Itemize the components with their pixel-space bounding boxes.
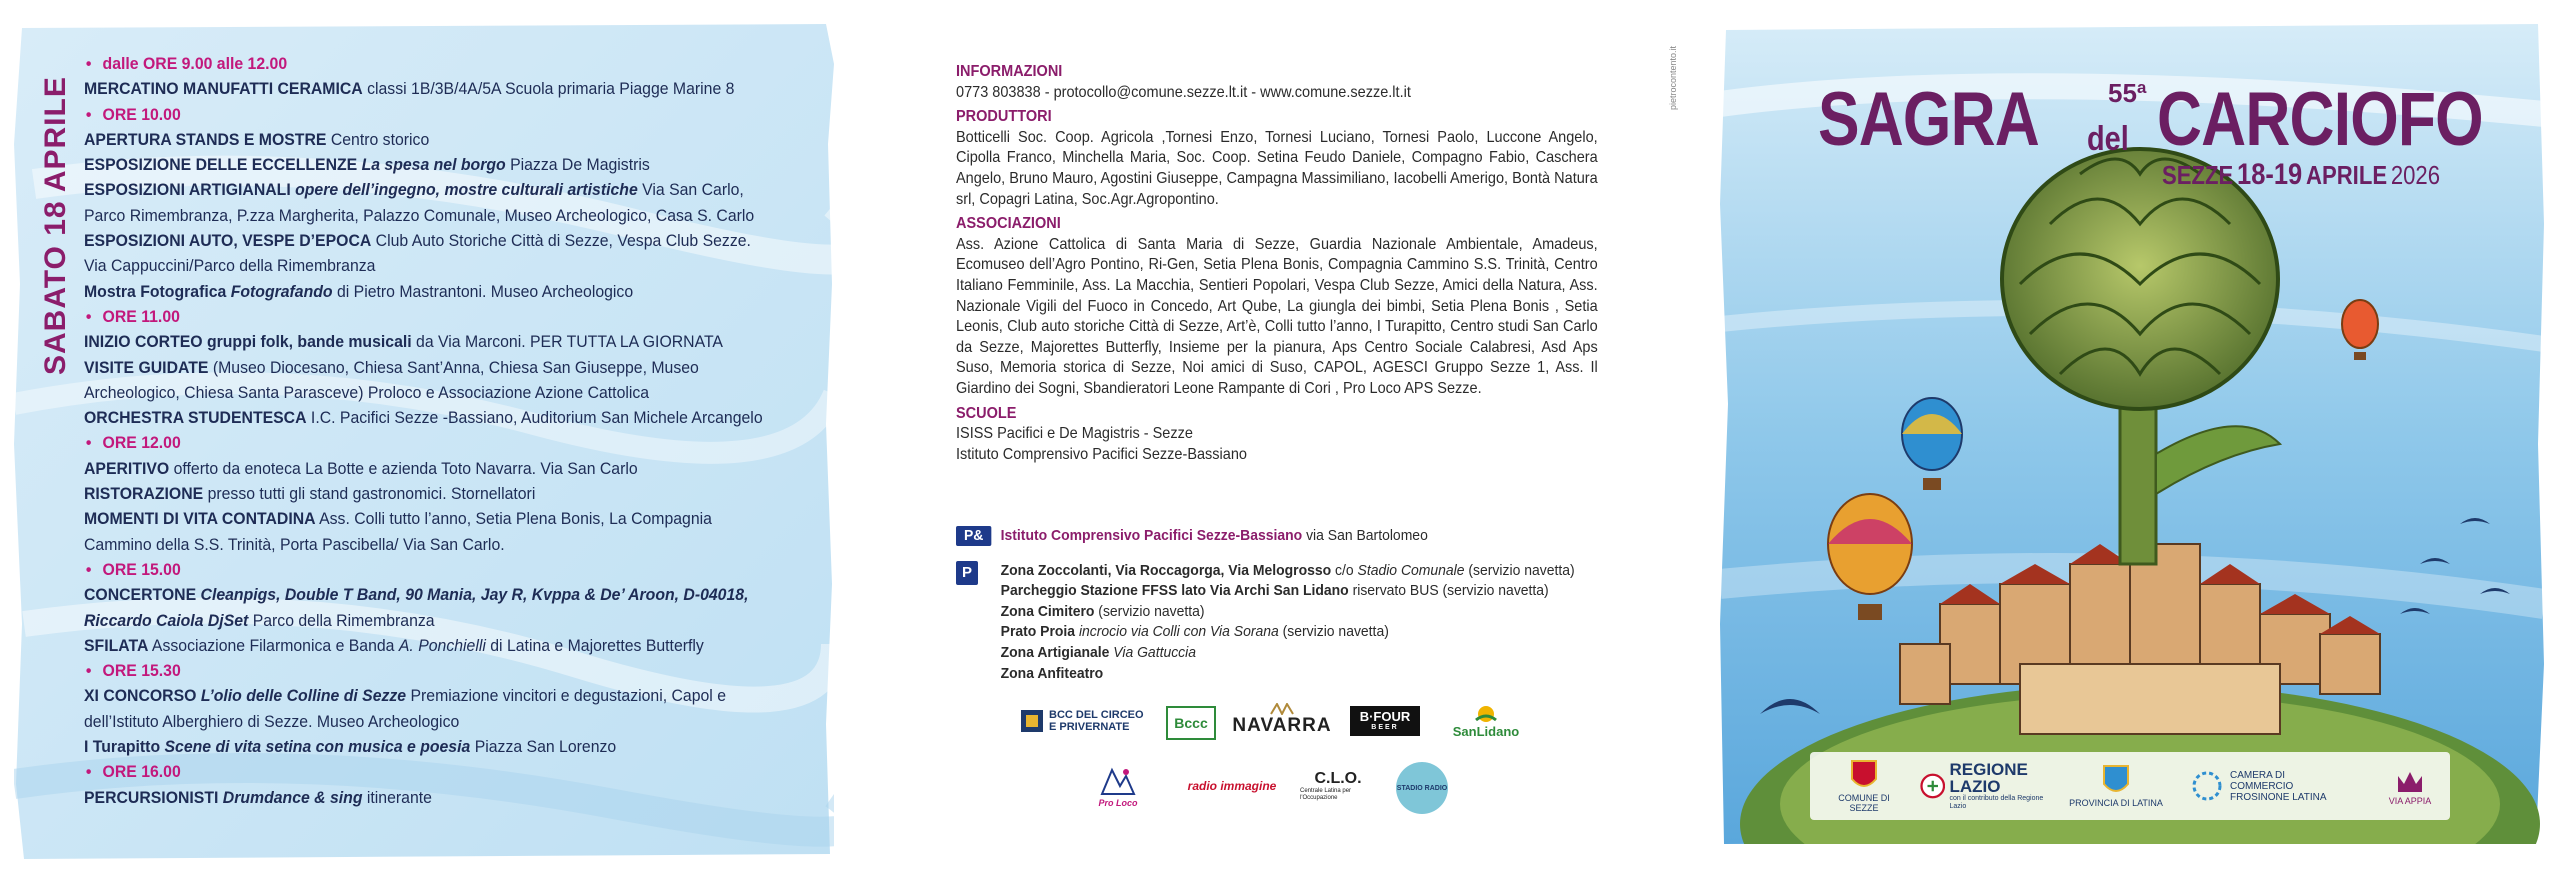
bfour-logo: B·FOUR BEER <box>1350 706 1420 736</box>
bullet-icon: • <box>85 54 92 73</box>
time-label: ORE 15.00 <box>102 559 181 579</box>
program-line <box>84 456 783 481</box>
text-run: (servizio navetta) <box>1278 623 1389 641</box>
program-line <box>84 683 783 708</box>
text-run: Zona Zoccolanti, Via Roccagorga, Via Melogrosso <box>1000 561 1332 579</box>
text-run: XI CONCORSO <box>84 686 201 706</box>
program-line <box>84 127 783 152</box>
section-title-produttori: PRODUTTORI <box>956 108 1052 126</box>
scuola-2: Istituto Comprensivo Pacifici Sezze-Bassiano <box>956 445 1247 463</box>
program-line <box>84 481 783 506</box>
program-line <box>84 203 783 228</box>
text-run: classi 1B/3B/4A/5A Scuola primaria Piagge Marine 8 <box>362 79 735 99</box>
text-run: Club Auto Storiche Città di Sezze, Vespa Club Sezze. <box>371 231 751 251</box>
program-list <box>84 51 783 810</box>
event-days: 18-19 <box>2237 158 2303 191</box>
disabled-parking-icon: P& <box>956 526 991 546</box>
program-line <box>84 405 783 430</box>
time-slot <box>84 658 783 683</box>
text-run: presso tutti gli stand gastronomici. Stornellatori <box>203 484 536 504</box>
text-run: Riccardo Caiola DjSet <box>84 610 249 630</box>
text-run: VISITE GUIDATE <box>84 357 209 377</box>
camera-commercio-logo: CAMERA DI COMMERCIO FROSINONE LATINA <box>2180 752 2360 820</box>
program-line <box>84 76 783 101</box>
text-run: Centro storico <box>326 129 430 149</box>
text-run: Parcheggio Stazione FFSS lato Via Archi San Lidano <box>1000 582 1349 600</box>
text-run: ORCHESTRA STUDENTESCA <box>84 408 307 428</box>
section-title-scuole: SCUOLE <box>956 404 1017 422</box>
disabled-parking-street: via San Bartolomeo <box>1302 527 1428 544</box>
time-label: ORE 16.00 <box>102 762 181 782</box>
time-label: ORE 12.00 <box>102 433 181 453</box>
parking-icon: P <box>956 561 978 585</box>
text-run: Stadio Comunale <box>1357 561 1465 579</box>
bullet-icon: • <box>85 104 92 124</box>
text-run: Cleanpigs, Double T Band, 90 Mania, Jay R, Kvppa & De’ Aroon, D-04018, <box>200 585 749 605</box>
text-run: opere dell’ingegno, mostre culturali artistiche <box>295 180 638 200</box>
text-run: Piazza San Lorenzo <box>470 737 617 757</box>
disabled-parking-row <box>956 526 1551 547</box>
bcc-mark-icon <box>1020 709 1044 733</box>
proloco-mark-icon <box>1098 764 1138 798</box>
regione-logo: REGIONE LAZIO con il contributo della Regione Lazio <box>1920 752 2050 820</box>
sponsor-logos <box>950 700 1610 830</box>
text-run: CONCERTONE <box>84 585 201 605</box>
time-label: ORE 10.00 <box>102 104 181 124</box>
time-label: ORE 11.00 <box>102 306 180 326</box>
text-run: I.C. Pacifici Sezze -Bassiano, Auditorium San Michele Arcangelo <box>306 408 763 428</box>
bullet-icon: • <box>85 433 92 453</box>
program-line <box>84 253 783 278</box>
title-carciofo: CARCIOFO <box>2157 77 2483 162</box>
info-panel <box>950 0 1610 869</box>
text-run: Fotografando <box>230 281 333 301</box>
text-run: PERCURSIONISTI <box>84 787 223 807</box>
disabled-parking-name: Istituto Comprensivo Pacifici Sezze-Bassiano <box>1000 527 1303 544</box>
program-line <box>84 279 783 304</box>
camera-commercio-icon <box>2190 769 2224 803</box>
bullet-icon: • <box>85 559 92 579</box>
parking-row <box>956 622 1551 643</box>
text-run: (Museo Diocesano, Chiesa Sant’Anna, Chiesa San Giuseppe, Museo <box>208 357 699 377</box>
text-run: APERITIVO <box>84 458 170 478</box>
program-line <box>84 633 783 658</box>
text-run: La spesa nel borgo <box>361 155 506 175</box>
text-run: (servizio navetta) <box>1464 561 1575 579</box>
town-name: SEZZE <box>2162 160 2234 190</box>
parking-section <box>956 526 1596 684</box>
event-year: 2026 <box>2390 160 2441 190</box>
program-line <box>84 582 783 607</box>
cover-panel <box>1720 0 2544 869</box>
time-slot <box>84 430 783 455</box>
text-run: Zona Cimitero <box>1000 602 1095 620</box>
text-run: incrocio via Colli con Via Sorana <box>1078 623 1279 641</box>
parking-row <box>956 602 1551 623</box>
text-run: Zona Anfiteatro <box>1000 664 1104 682</box>
text-run: Ass. Colli tutto l’anno, Setia Plena Bonis, La Compagnia <box>315 509 712 529</box>
program-line <box>84 228 783 253</box>
time-slot <box>84 557 783 582</box>
bullet-icon: • <box>85 306 92 326</box>
text-run: Piazza De Magistris <box>505 155 650 175</box>
produttori-list: Botticelli Soc. Coop. Agricola ,Tornesi Enzo, Tornesi Luciano, Tornesi Paolo, Luccone Angelo, Cipolla Franco, Minchella Maria, Soc. Coop. Setina Feudo Daniele, Compagno Fabio, Caschera Angelo, Bruno Mauro, Agostini Giuseppe, Campagna Massimiliano, Iacobelli Amerigo, Bontà Natura srl, Copagri Latina, Soc.Agr.Agropontino. <box>956 128 1598 208</box>
time-slot <box>84 304 783 329</box>
text-run: A. Ponchielli <box>398 635 486 655</box>
parking-row <box>956 664 1551 685</box>
sanlidano-logo: SanLidano <box>1438 700 1534 742</box>
program-line <box>84 608 783 633</box>
time-label: ORE 15.30 <box>102 661 181 681</box>
text-run: Cammino della S.S. Trinità, Porta Pascibella/ Via San Carlo. <box>84 534 505 554</box>
bullet-icon: • <box>85 762 92 782</box>
text-run: SFILATA <box>84 635 149 655</box>
text-run: Via Gattuccia <box>1113 643 1197 661</box>
text-run: ESPOSIZIONE DELLE ECCELLENZE <box>84 155 362 175</box>
text-run: Parco della Rimembranza <box>248 610 435 630</box>
section-title-informazioni: INFORMAZIONI <box>956 63 1063 80</box>
text-run: Zona Artigianale <box>1000 643 1110 661</box>
day-title <box>36 75 76 375</box>
bullet-icon: • <box>85 661 92 681</box>
text-run: INIZIO CORTEO gruppi folk, bande musicali <box>84 332 412 352</box>
text-run: Prato Proia <box>1000 623 1076 641</box>
regione-crest-icon <box>1920 769 1945 803</box>
text-run: I Turapitto <box>84 737 165 757</box>
event-month: APRILE <box>2306 160 2388 190</box>
text-run: L’olio delle Colline di Sezze <box>200 686 407 706</box>
institutions-bar <box>1810 752 2450 820</box>
comune-crest-icon <box>1850 759 1878 793</box>
program-line <box>84 380 783 405</box>
text-run: Drumdance & sing <box>222 787 363 807</box>
section-title-associazioni: ASSOCIAZIONI <box>956 215 1061 233</box>
program-panel <box>0 0 850 869</box>
parking-row <box>956 643 1551 664</box>
text-run: dell’Istituto Alberghiero di Sezze. Museo Archeologico <box>84 711 460 731</box>
bcc-logo: BCC DEL CIRCEO E PRIVERNATE <box>1020 704 1160 738</box>
time-slot <box>84 759 783 784</box>
designer-credit: pietrocontento.it <box>1668 45 1678 110</box>
stadio-radio-logo: STADIO RADIO <box>1396 762 1448 814</box>
text-run: Premiazione vincitori e degustazioni, Capol e <box>406 686 726 706</box>
text-run: ESPOSIZIONI ARTIGIANALI <box>84 180 296 200</box>
program-line <box>84 152 783 177</box>
provincia-logo: PROVINCIA DI LATINA <box>2066 752 2166 820</box>
text-run: Mostra Fotografica <box>84 281 231 301</box>
text-run: MOMENTI DI VITA CONTADINA <box>84 509 316 529</box>
parking-row <box>956 561 1575 582</box>
program-line <box>84 709 783 734</box>
program-line <box>84 355 783 380</box>
scuola-1: ISISS Pacifici e De Magistris - Sezze <box>956 425 1193 443</box>
text-run: (servizio navetta) <box>1094 602 1205 620</box>
navarra-mark-icon <box>1269 703 1295 715</box>
text-run: Via Cappuccini/Parco della Rimembranza <box>84 256 376 276</box>
program-line <box>84 177 783 202</box>
program-line <box>84 506 783 531</box>
text-run: Archeologico, Chiesa Santa Parasceve) Proloco e Associazione Azione Cattolica <box>84 382 650 402</box>
informazioni-contacts: 0773 803838 - protocollo@comune.sezze.lt.it - www.comune.sezze.lt.it <box>956 83 1411 101</box>
parking-list <box>956 561 1596 685</box>
info-text-block <box>956 62 1598 465</box>
via-appia-crown-icon <box>2395 766 2425 796</box>
program-line <box>84 532 783 557</box>
text-run: c/o <box>1331 561 1358 579</box>
text-run: Associazione Filarmonica e Banda <box>148 635 399 655</box>
text-run: Scene di vita setina con musica e poesia <box>164 737 471 757</box>
proloco-logo: Pro Loco <box>1090 758 1146 814</box>
parking-row <box>956 581 1551 602</box>
text-run: itinerante <box>362 787 432 807</box>
text-run: di Latina e Majorettes Butterfly <box>485 635 704 655</box>
title-del: del <box>2087 120 2129 158</box>
day-title-text: SABATO 18 APRILE <box>39 76 72 375</box>
bcc-badge: Bccc <box>1166 706 1216 740</box>
text-run: Via San Carlo, <box>637 180 744 200</box>
program-line <box>84 734 783 759</box>
program-line <box>84 785 783 810</box>
title-sagra: SAGRA <box>1818 77 2039 162</box>
text-run: RISTORAZIONE <box>84 484 204 504</box>
text-run: riservato BUS (servizio navetta) <box>1348 582 1549 600</box>
text-run: MERCATINO MANUFATTI CERAMICA <box>84 79 363 99</box>
via-appia-logo: VIA APPIA <box>2380 752 2440 820</box>
navarra-logo: NAVARRA <box>1232 700 1332 740</box>
associazioni-list: Ass. Azione Cattolica di Santa Maria di Sezze, Guardia Nazionale Ambientale, Amadeus, Ecomuseo dell’Agro Pontino, Ri-Gen, Setia Plena Bonis, Compagnia Cammino S.S. Trinità, Centro Italiano Femminile, Ass. La Macchia, Sentieri Popolari, Vespa Club Sezze, Amici della Natura, Ass. Nazionale Vigili del Fuoco in Concedo, Art Qube, La giungla dei bimbi, Setia Plena Bonis , Setia Leonis, Club auto storiche Città di Sezze, Art’è, Colli tutto l’anno, I Turapitto, Centro studi San Carlo da Sezze, Majorettes Butterfly, Insieme per la pianura, Aps Centro Sociale Calabresi, Asd Aps Suso, Memoria storica di Sezze, Noi amici di Suso, CAPOL, AGESCI Gruppo Sezze 1, Ass. Il Giardino dei Sogni, Sbandieratori Leone Rampante di Cori , Pro Loco APS Sezze. <box>956 235 1598 397</box>
provincia-crest-icon <box>2102 764 2130 798</box>
text-run: offerto da enoteca La Botte e azienda Toto Navarra. Via San Carlo <box>169 458 638 478</box>
edition-number: 55ª <box>2108 78 2147 108</box>
text-run: APERTURA STANDS E MOSTRE <box>84 129 327 149</box>
text-run: di Pietro Mastrantoni. Museo Archeologico <box>332 281 634 301</box>
radio-immagine-logo: radio immagine <box>1187 779 1277 793</box>
program-line <box>84 329 783 354</box>
text-run: da Via Marconi. PER TUTTA LA GIORNATA <box>411 332 723 352</box>
time-slot <box>84 51 783 76</box>
text-run: ESPOSIZIONI AUTO, VESPE D’EPOCA <box>84 231 372 251</box>
event-dates <box>2162 158 2440 192</box>
comune-logo: COMUNE DI SEZZE <box>1824 752 1904 820</box>
time-label: dalle ORE 9.00 alle 12.00 <box>102 54 288 73</box>
text-run: Parco Rimembranza, P.zza Margherita, Palazzo Comunale, Museo Archeologico, Casa S. Carlo <box>84 205 755 225</box>
time-slot <box>84 102 783 127</box>
clo-logo: C.L.O. Centrale Latina per l'Occupazione <box>1300 770 1362 801</box>
sanlidano-sun-icon <box>1473 704 1499 724</box>
